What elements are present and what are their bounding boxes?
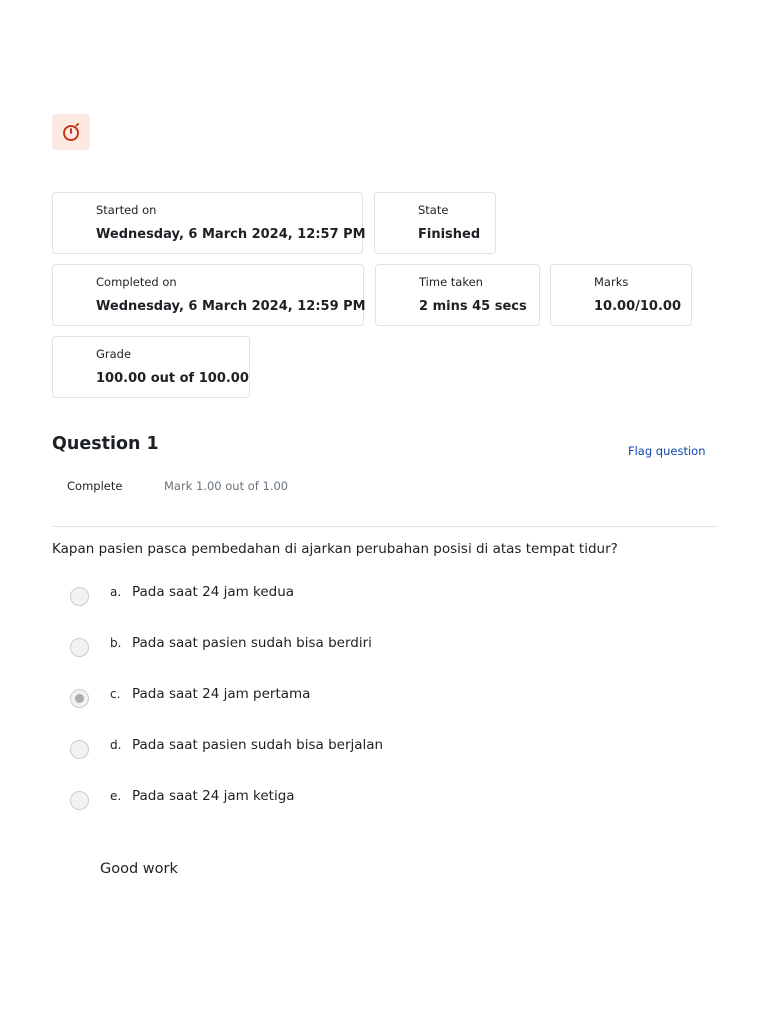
- grade-label: Grade: [96, 347, 132, 361]
- completed-on-label: Completed on: [96, 275, 177, 289]
- state-card: [374, 192, 496, 254]
- answer-letter: d.: [110, 738, 122, 752]
- marks-value: 10.00/10.00: [594, 299, 681, 314]
- answer-text: Pada saat pasien sudah bisa berjalan: [132, 737, 384, 753]
- answer-radio-selected[interactable]: [70, 689, 89, 708]
- answer-letter: a.: [110, 585, 122, 599]
- answer-option-a[interactable]: [70, 584, 670, 608]
- answer-text: Pada saat 24 jam ketiga: [132, 788, 295, 804]
- answer-option-c[interactable]: [70, 686, 670, 710]
- answer-option-b[interactable]: [70, 635, 670, 659]
- marks-label: Marks: [594, 275, 629, 289]
- answer-letter: c.: [110, 687, 121, 701]
- question-text: Kapan pasien pasca pembedahan di ajarkan perubahan posisi di atas tempat tidur?: [52, 541, 618, 557]
- answer-text: Pada saat 24 jam kedua: [132, 584, 295, 600]
- state-label: State: [418, 203, 449, 217]
- state-value: Finished: [418, 227, 481, 242]
- answer-radio[interactable]: [70, 587, 89, 606]
- completed-on-card: [52, 264, 364, 326]
- grade-card: [52, 336, 250, 398]
- answer-text: Pada saat pasien sudah bisa berdiri: [132, 635, 372, 651]
- started-on-value: Wednesday, 6 March 2024, 12:57 PM: [96, 227, 366, 242]
- answer-text: Pada saat 24 jam pertama: [132, 686, 311, 702]
- answer-option-e[interactable]: [70, 788, 670, 812]
- started-on-label: Started on: [96, 203, 157, 217]
- question-divider: [52, 526, 717, 527]
- answer-radio[interactable]: [70, 740, 89, 759]
- question-title: Question 1: [52, 434, 159, 454]
- general-feedback: Good work: [100, 861, 178, 877]
- grade-value: 100.00 out of 100.00: [96, 371, 249, 386]
- started-on-card: [52, 192, 366, 254]
- answer-letter: b.: [110, 636, 122, 650]
- stopwatch-icon: [61, 122, 81, 142]
- completed-on-value: Wednesday, 6 March 2024, 12:59 PM: [96, 299, 366, 314]
- time-taken-value: 2 mins 45 secs: [419, 299, 527, 314]
- question-grade: Mark 1.00 out of 1.00: [164, 479, 289, 493]
- answer-option-d[interactable]: [70, 737, 670, 761]
- answer-radio[interactable]: [70, 638, 89, 657]
- question-state: Complete: [67, 479, 123, 493]
- timer-badge: [52, 114, 90, 150]
- answer-radio[interactable]: [70, 791, 89, 810]
- time-taken-label: Time taken: [419, 275, 483, 289]
- answer-letter: e.: [110, 789, 122, 803]
- marks-card: [550, 264, 692, 326]
- flag-question-link[interactable]: Flag question: [628, 444, 706, 458]
- time-taken-card: [375, 264, 540, 326]
